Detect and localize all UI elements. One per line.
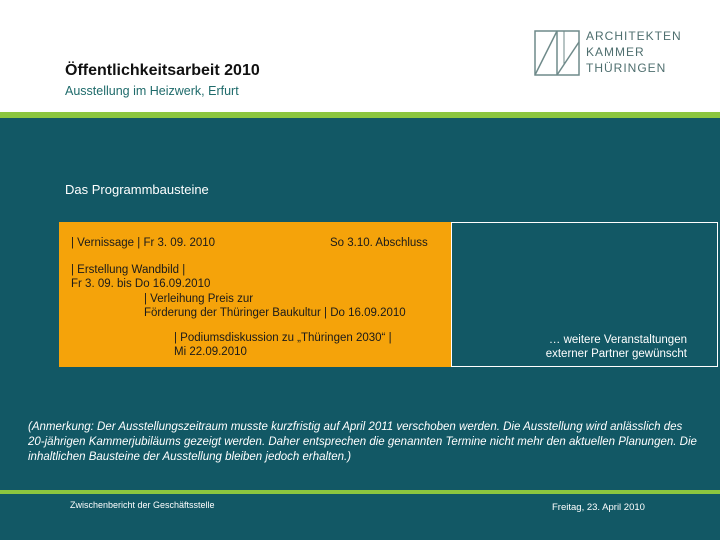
- footer-report-title: Zwischenbericht der Geschäftsstelle: [70, 500, 215, 510]
- footer: [0, 490, 720, 540]
- program-wandbild-title: | Erstellung Wandbild |: [71, 264, 186, 276]
- note-text: (Anmerkung: Der Ausstellungszeitraum musste kurzfristig auf April 2011 verschoben werden. Die Ausstellung wird anlässlich des 20-jährigen Kammerjubiläums gezeigt werden. Daher entsprechen die genannten Termine nicht mehr den aktuellen Planungen. Die inhaltlichen Bausteine der Ausstellung bleiben jedoch erhalten.): [28, 421, 697, 463]
- program-preis-date: Förderung der Thüringer Baukultur | Do 16.09.2010: [144, 307, 406, 319]
- logo-line-1: ARCHITEKTEN: [586, 29, 682, 43]
- logo-wordmark: [586, 28, 682, 76]
- section-heading: Das Programmbausteine: [65, 182, 209, 197]
- program-wandbild-date: Fr 3. 09. bis Do 16.09.2010: [71, 278, 211, 290]
- chamber-logo: [534, 28, 684, 84]
- program-preis-title: | Verleihung Preis zur: [144, 293, 254, 305]
- page-subtitle: Ausstellung im Heizwerk, Erfurt: [65, 84, 239, 98]
- external-line-1: … weitere Veranstaltungen: [548, 334, 687, 346]
- page-title: Öffentlichkeitsarbeit 2010: [65, 62, 260, 79]
- program-podium-title: | Podiumsdiskussion zu „Thüringen 2030“ |: [174, 332, 392, 344]
- external-line-2: externer Partner gewünscht: [545, 348, 687, 360]
- logo-mark-icon: [534, 30, 580, 76]
- logo-line-3: THÜRINGEN: [586, 61, 667, 75]
- logo-line-2: KAMMER: [586, 45, 645, 59]
- program-vernissage: | Vernissage | Fr 3. 09. 2010: [71, 237, 216, 249]
- program-abschluss: So 3.10. Abschluss: [330, 237, 428, 249]
- footer-divider: [0, 490, 720, 494]
- footer-date: Freitag, 23. April 2010: [552, 502, 645, 513]
- program-podium-date: Mi 22.09.2010: [174, 346, 247, 358]
